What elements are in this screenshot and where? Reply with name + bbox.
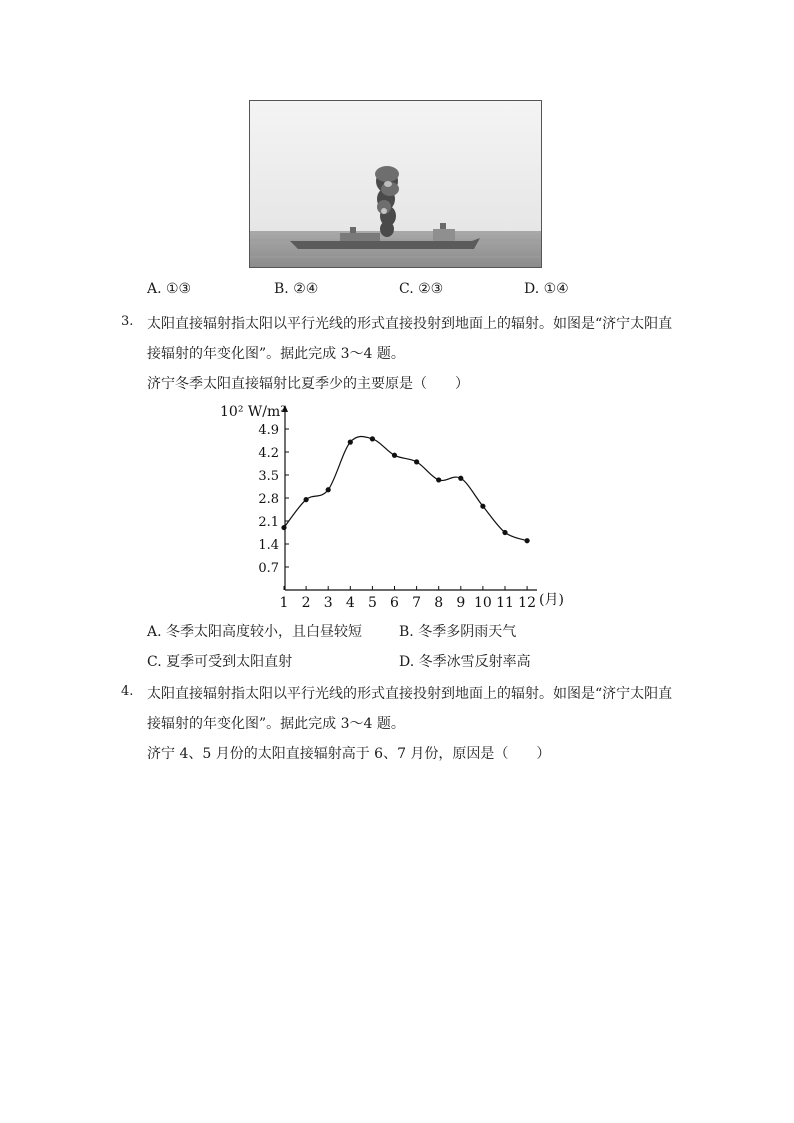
x-axis-label: (月): [539, 592, 564, 608]
x-tick-label: 11: [496, 595, 514, 610]
x-tick-label: 4: [345, 595, 355, 610]
data-point: [392, 453, 397, 458]
q3-number: 3.: [121, 314, 134, 329]
x-tick-label: 2: [301, 595, 311, 610]
q3-option-d: D. 冬季冰雪反射率高: [399, 654, 531, 670]
y-tick-label: 2.8: [258, 492, 279, 507]
q3-option-a: A. 冬季太阳高度较小，且白昼较短: [147, 624, 363, 640]
data-point: [502, 530, 507, 535]
q3-stem-line2: 接辐射的年变化图”。据此完成 3～4 题。: [147, 346, 405, 362]
q3-question: 济宁冬季太阳直接辐射比夏季少的主要原是（ ）: [147, 376, 469, 392]
data-point: [436, 477, 441, 482]
data-points: [281, 436, 529, 543]
x-tick-label: 6: [390, 595, 399, 610]
data-point: [326, 487, 331, 492]
data-point: [458, 476, 463, 481]
y-tick-label: 4.2: [258, 446, 279, 461]
y-tick-label: 0.7: [258, 561, 279, 576]
x-tick-label: 5: [367, 595, 377, 610]
q4-stem-line1: 太阳直接辐射指太阳以平行光线的形式直接投射到地面上的辐射。如图是“济宁太阳直: [147, 686, 673, 702]
q4-number: 4.: [121, 684, 134, 699]
y-tick-label: 3.5: [258, 469, 279, 484]
q4-stem-line2: 接辐射的年变化图”。据此完成 3～4 题。: [147, 716, 405, 732]
x-tick-label: 12: [518, 595, 537, 610]
q2-option-b: B. ②④: [274, 281, 319, 297]
y-tick-label: 1.4: [258, 538, 279, 553]
y-tick-label: 4.9: [258, 423, 279, 438]
q3-option-b: B. 冬季多阴雨天气: [399, 624, 517, 640]
explosion-photo-art: [250, 101, 542, 268]
x-tick-label: 7: [412, 595, 422, 610]
q4-question: 济宁 4、5 月份的太阳直接辐射高于 6、7 月份，原因是（ ）: [147, 746, 551, 762]
x-tick-label: 1: [279, 595, 289, 610]
y-axis-label: 10² W/m²: [220, 404, 286, 420]
q3-option-c: C. 夏季可受到太阳直射: [147, 654, 293, 670]
data-point: [525, 538, 530, 543]
x-tick-label: 8: [434, 595, 444, 610]
data-point: [480, 504, 485, 509]
q2-option-c: C. ②③: [399, 281, 444, 297]
x-tick-label: 3: [323, 595, 333, 610]
y-tick-label: 2.1: [258, 515, 279, 530]
x-tick-label: 10: [473, 595, 492, 610]
data-point: [281, 525, 286, 530]
series-line: [284, 436, 527, 540]
y-tick-labels: [258, 423, 289, 576]
x-tick-label: 9: [456, 595, 466, 610]
data-point: [304, 497, 309, 502]
data-point: [348, 440, 353, 445]
data-point: [414, 459, 419, 464]
q2-option-d: D. ①④: [524, 281, 569, 297]
radiation-line-chart: [215, 398, 590, 610]
chart-axes: [282, 405, 537, 590]
q2-option-a: A. ①③: [147, 281, 192, 297]
explosion-photo: [249, 100, 542, 268]
data-point: [370, 436, 375, 441]
q3-stem-line1: 太阳直接辐射指太阳以平行光线的形式直接投射到地面上的辐射。如图是“济宁太阳直: [147, 316, 673, 332]
